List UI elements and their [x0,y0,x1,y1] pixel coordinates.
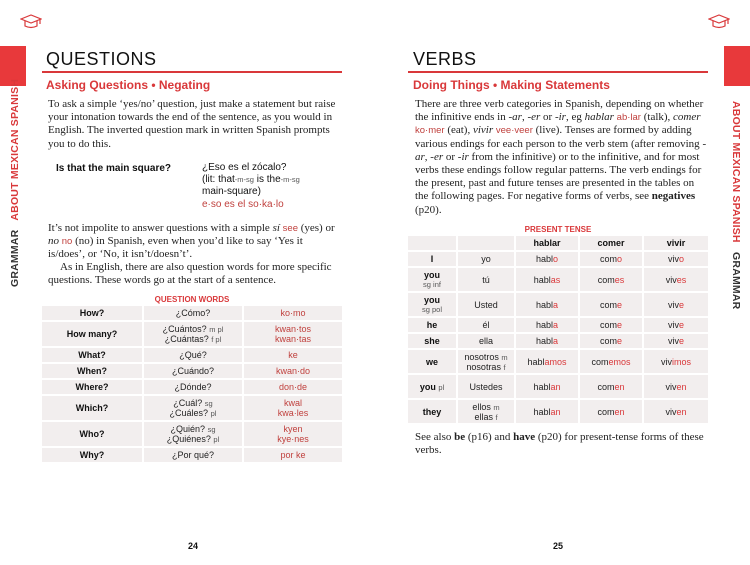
side-label-right [730,101,742,309]
verb-ending: en [614,381,625,392]
table-row [408,400,708,423]
verb-ending: o [553,254,559,264]
graduation-cap-icon [20,14,42,30]
verb-ending: e [617,299,623,310]
question-word-english: Who? [42,422,142,446]
verb-ending: imos [671,356,691,367]
verb-form: come [578,318,642,332]
verb-ending: es [614,274,625,285]
question-word-spanish: ¿Por qué? [142,448,242,462]
verb-ending: en [676,381,687,392]
yes-no-paragraph: It’s not impolite to answer questions with a simple sí see (yes) or no no (no) in Spanish, even when you’d like to say ‘Yes it is/does’, or ‘No, it isn’t/doesn’t’. [48,222,335,261]
be-link[interactable]: be [454,431,466,443]
verb-ending: o [678,254,684,264]
question-word-pronunciation: kwal kwa·les [242,396,342,420]
section-subhead: Doing Things • Making Statements [413,78,610,92]
verb-ending: e [617,320,623,330]
pronoun-english: we [408,350,456,373]
title-rule [42,71,342,73]
verb-form: viven [642,375,708,398]
page-number: 24 [188,541,199,551]
verb-ending: as [550,274,561,285]
example-spanish: ¿Eso es el zócalo? [202,162,287,173]
table-caption: PRESENT TENSE [524,225,592,234]
side-tab-right [724,46,750,86]
verb-form: habla [514,334,578,348]
table-row [42,348,342,362]
table-row [408,268,708,291]
example-literal: (lit: that-m-sg is the-m-sg [202,174,300,186]
pronoun-english: you sg pol [408,293,456,316]
pronoun-spanish: ellos m ellas f [456,400,514,423]
example-literal-end: main-square) [202,186,261,198]
question-word-pronunciation: por ke [242,448,342,462]
column-header: comer [578,236,642,250]
question-word-pronunciation: ko·mo [242,306,342,320]
column-header: vivir [642,236,708,250]
pronoun-spanish: Usted [456,293,514,316]
verb-form: come [578,293,642,316]
pronoun-spanish: nosotros m nosotras f [456,350,514,373]
verb-ending: e [678,320,684,330]
verb-form: como [578,252,642,266]
table-header-row [408,236,708,250]
verb-form: vivo [642,252,708,266]
verb-ending: an [550,381,561,392]
verb-form: vivimos [642,350,708,373]
question-word-spanish: ¿Quién? sg ¿Quiénes? pl [142,422,242,446]
verb-ending: a [553,336,559,346]
verb-ending: en [676,406,687,417]
table-row [408,252,708,266]
negatives-link[interactable]: negatives [651,190,696,203]
table-row [42,396,342,420]
table-row [42,322,342,346]
question-word-spanish: ¿Cómo? [142,306,242,320]
graduation-cap-icon [708,14,730,30]
side-label-left [9,79,21,287]
side-label-grammar: GRAMMAR [9,229,21,287]
question-word-english: How? [42,306,142,320]
verb-form: come [578,334,642,348]
question-word-english: How many? [42,322,142,346]
page-title: QUESTIONS [46,49,157,69]
question-word-pronunciation: don·de [242,380,342,394]
verb-form: hablamos [514,350,578,373]
pronoun-english: you sg inf [408,268,456,291]
have-link[interactable]: have [513,431,536,443]
section-subhead: Asking Questions • Negating [46,78,211,92]
verb-ending: e [678,336,684,346]
verb-form: hablan [514,375,578,398]
verb-form: habla [514,318,578,332]
verb-ending: a [553,320,559,330]
question-word-spanish: ¿Cuántos? m pl ¿Cuántas? f pl [142,322,242,346]
present-tense-table [408,234,708,425]
table-caption: QUESTION WORDS [154,295,230,304]
verb-form: comen [578,400,642,423]
question-word-spanish: ¿Dónde? [142,380,242,394]
verb-ending: e [617,336,623,346]
question-word-english: Why? [42,448,142,462]
verb-form: vive [642,318,708,332]
question-word-english: Which? [42,396,142,420]
pronoun-english: he [408,318,456,332]
verb-ending: en [614,406,625,417]
pronoun-spanish: ella [456,334,514,348]
question-word-english: What? [42,348,142,362]
example-pronunciation: e·so es el so·ka·lo [202,198,284,210]
verb-form: vives [642,268,708,291]
verb-ending: o [617,254,623,264]
verb-form: viven [642,400,708,423]
side-label-section: ABOUT MEXICAN SPANISH [9,78,21,221]
verb-ending: es [676,274,687,285]
example-spanish-block [202,162,342,211]
pronoun-spanish: él [456,318,514,332]
question-words-table [42,304,342,464]
question-word-pronunciation: kyen kye·nes [242,422,342,446]
intro-paragraph: To ask a simple ‘yes/no’ question, just make a statement but raise your intonation towards the end of the sentence, as you would in English. The inverted question mark in written Spanish prompts you to do this. [48,98,336,150]
verb-form: comes [578,268,642,291]
question-word-spanish: ¿Cuál? sg ¿Cuáles? pl [142,396,242,420]
question-words-paragraph: As in English, there are also question words for more specific questions. These words go at the start of a sentence. [48,261,332,287]
example-english: Is that the main square? [56,163,172,174]
verb-form: hablan [514,400,578,423]
verb-form: comen [578,375,642,398]
table-row [42,422,342,446]
pronoun-spanish: Ustedes [456,375,514,398]
verb-form: hablas [514,268,578,291]
see-also-paragraph: See also be (p16) and have (p20) for present-tense forms of these verbs. [415,431,704,457]
table-row [42,364,342,378]
verb-form: comemos [578,350,642,373]
question-word-english: When? [42,364,142,378]
question-word-pronunciation: ke [242,348,342,362]
question-word-pronunciation: kwan·do [242,364,342,378]
verbs-intro-paragraph: There are three verb categories in Spanish, depending on whether the infinitive ends in -ar, -er or -ir, eg hablar ab·lar (talk), comer ko·mer (eat), vivir vee·veer (live). Tenses are formed by adding various endings for each person to the verb stem (after removing -ar, -er or -ir from the infinitive) or to the infinitive, and for most verbs these endings follow regular patterns. The verb endings for the present, past and future tenses are presented in the tables on the following pages. For negative forms of verbs, see negatives (p20). [415,98,707,216]
question-word-pronunciation: kwan·tos kwan·tas [242,322,342,346]
table-row [42,380,342,394]
verb-form: vive [642,293,708,316]
pronoun-spanish: tú [456,268,514,291]
column-header [408,236,456,250]
table-row [408,293,708,316]
table-row [408,318,708,332]
verb-form: habla [514,293,578,316]
page-title: VERBS [413,49,477,69]
pronoun-english: I [408,252,456,266]
side-label-section: ABOUT MEXICAN SPANISH [730,101,742,243]
verb-ending: amos [544,356,567,367]
table-row [408,375,708,398]
side-label-grammar: GRAMMAR [730,252,742,310]
page-number: 25 [553,541,564,551]
table-row [42,448,342,462]
verb-ending: a [553,299,559,310]
pronoun-spanish: yo [456,252,514,266]
table-row [42,306,342,320]
table-row [408,350,708,373]
verb-ending: e [678,299,684,310]
verb-form: vive [642,334,708,348]
verb-form: hablo [514,252,578,266]
verb-ending: emos [608,356,631,367]
question-word-english: Where? [42,380,142,394]
column-header: hablar [514,236,578,250]
table-row [408,334,708,348]
verb-ending: an [550,406,561,417]
title-rule [408,71,708,73]
pronoun-english: you pl [408,375,456,398]
pronoun-english: they [408,400,456,423]
column-header [456,236,514,250]
question-word-spanish: ¿Qué? [142,348,242,362]
pronoun-english: she [408,334,456,348]
question-word-spanish: ¿Cuándo? [142,364,242,378]
